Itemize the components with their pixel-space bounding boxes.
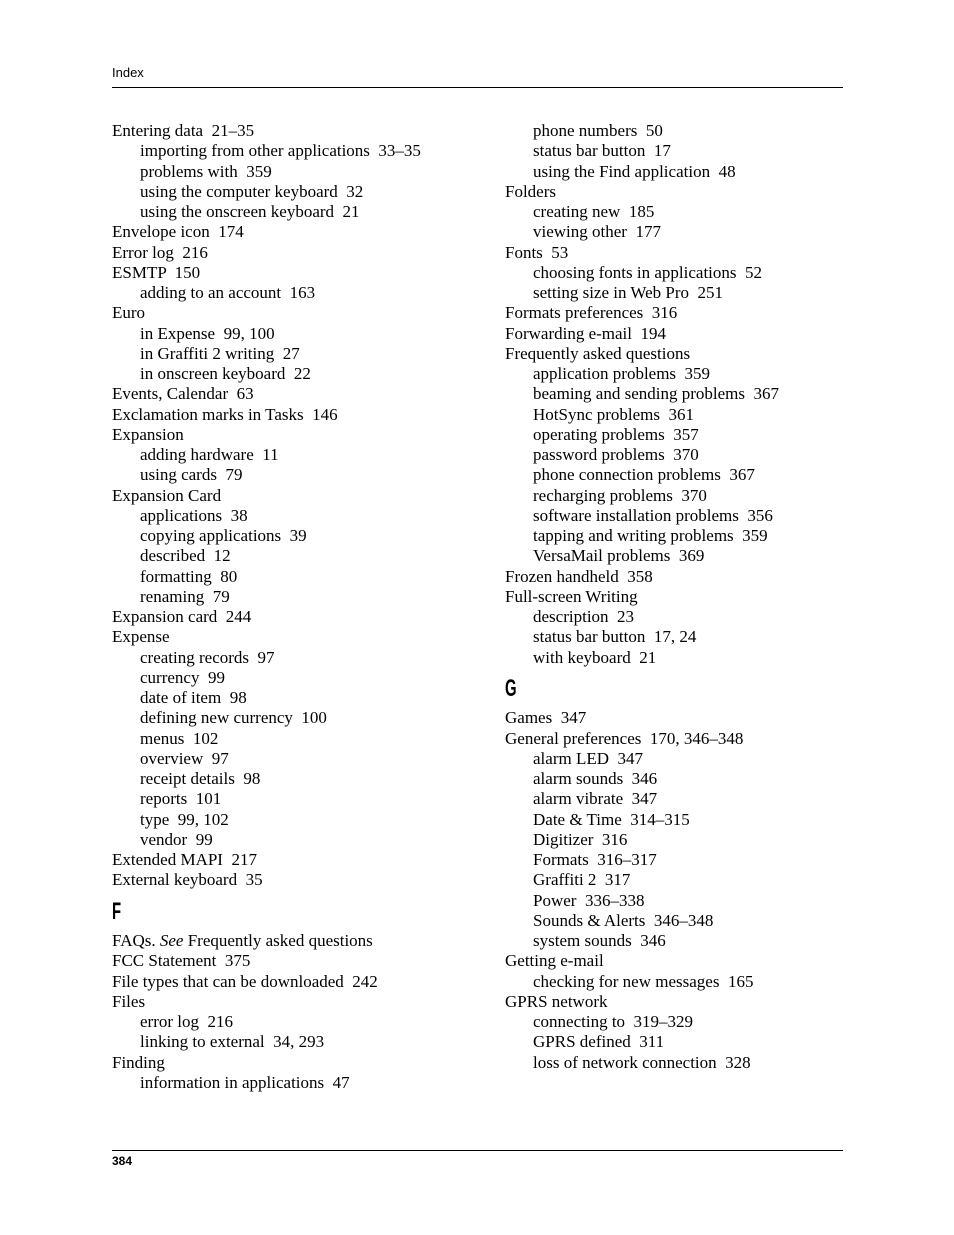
index-subentry: with keyboard 21 xyxy=(533,647,657,667)
index-entry: Expansion card 244 xyxy=(112,607,252,626)
index-subentry: Digitizer 316 xyxy=(533,829,628,849)
index-subentry: Power 336–338 xyxy=(533,890,645,910)
index-subentry: adding to an account 163 xyxy=(140,283,316,302)
index-subentry: loss of network connection 328 xyxy=(533,1052,751,1072)
index-entry: GPRS network xyxy=(505,991,608,1011)
index-subentry: using the Find application 48 xyxy=(533,161,736,181)
index-subentry: vendor 99 xyxy=(140,829,213,849)
footer-rule xyxy=(112,1150,843,1151)
index-subentry: linking to external 34, 293 xyxy=(140,1032,325,1052)
index-subentry: recharging problems 370 xyxy=(533,485,707,505)
index-subentry: reports 101 xyxy=(140,789,222,809)
index-subentry: phone numbers 50 xyxy=(533,121,663,140)
index-subentry: described 12 xyxy=(140,546,231,566)
index-subentry: phone connection problems 367 xyxy=(533,465,755,485)
index-subentry: VersaMail problems 369 xyxy=(533,546,705,566)
index-subentry: choosing fonts in applications 52 xyxy=(533,262,763,282)
index-subentry: status bar button 17 xyxy=(533,141,671,161)
index-subentry: status bar button 17, 24 xyxy=(533,627,697,647)
index-column-left xyxy=(112,121,472,1093)
section-letter: F xyxy=(112,897,122,925)
index-entry: Forwarding e-mail 194 xyxy=(505,323,666,343)
index-subentry: password problems 370 xyxy=(533,445,699,464)
index-entry: Fonts 53 xyxy=(505,242,569,262)
index-column-right xyxy=(505,121,865,1073)
section-letter: G xyxy=(505,674,517,702)
index-entry: Expansion xyxy=(112,424,184,444)
index-subentry: using the computer keyboard 32 xyxy=(140,181,364,201)
index-subentry: menus 102 xyxy=(140,728,219,748)
index-entry: Euro xyxy=(112,303,146,323)
index-entry: External keyboard 35 xyxy=(112,870,263,890)
index-entry: Games 347 xyxy=(505,708,587,728)
index-subentry: creating new 185 xyxy=(533,202,655,221)
index-subentry: operating problems 357 xyxy=(533,424,699,444)
header-rule xyxy=(112,87,843,88)
index-subentry: Sounds & Alerts 346–348 xyxy=(533,910,714,930)
index-entry: ESMTP 150 xyxy=(112,262,201,282)
index-subentry: in Graffiti 2 writing 27 xyxy=(140,343,300,363)
index-entry: Exclamation marks in Tasks 146 xyxy=(112,404,338,424)
index-entry: Error log 216 xyxy=(112,242,208,262)
index-subentry: receipt details 98 xyxy=(140,769,261,788)
index-entry: Finding xyxy=(112,1052,165,1072)
index-subentry: error log 216 xyxy=(140,1012,234,1031)
index-subentry: overview 97 xyxy=(140,748,229,768)
index-subentry: software installation problems 356 xyxy=(533,505,773,525)
page-number: 384 xyxy=(112,1154,133,1168)
index-subentry: defining new currency 100 xyxy=(140,708,327,728)
index-subentry: system sounds 346 xyxy=(533,931,666,950)
see-target: Frequently asked questions xyxy=(183,931,373,950)
index-subentry: Graffiti 2 317 xyxy=(533,870,631,890)
index-subentry: in onscreen keyboard 22 xyxy=(140,364,311,383)
index-entry: Events, Calendar 63 xyxy=(112,384,254,404)
index-entry: Frequently asked questions xyxy=(505,343,691,363)
index-subentry: type 99, 102 xyxy=(140,809,229,829)
index-entry-see-reference xyxy=(112,931,472,951)
index-subentry: Date & Time 314–315 xyxy=(533,809,690,829)
index-subentry: viewing other 177 xyxy=(533,222,661,242)
index-entry: Full-screen Writing xyxy=(505,586,638,606)
index-subentry: creating records 97 xyxy=(140,647,275,667)
index-subentry: GPRS defined 311 xyxy=(533,1032,665,1052)
index-subentry: copying applications 39 xyxy=(140,526,307,545)
index-entry: File types that can be downloaded 242 xyxy=(112,971,378,991)
index-subentry: setting size in Web Pro 251 xyxy=(533,283,724,302)
see-term: FAQs. xyxy=(112,931,160,950)
index-subentry: using the onscreen keyboard 21 xyxy=(140,202,360,221)
index-subentry: applications 38 xyxy=(140,505,248,525)
index-entry: General preferences 170, 346–348 xyxy=(505,728,744,748)
index-subentry: connecting to 319–329 xyxy=(533,1012,694,1031)
index-subentry: problems with 359 xyxy=(140,161,272,181)
index-entry: Folders xyxy=(505,181,556,201)
index-entry: Extended MAPI 217 xyxy=(112,850,257,869)
index-subentry: tapping and writing problems 359 xyxy=(533,526,768,545)
index-entry: Expense xyxy=(112,627,170,647)
index-subentry: checking for new messages 165 xyxy=(533,971,754,991)
index-entry: Frozen handheld 358 xyxy=(505,566,653,586)
index-entry: Formats preferences 316 xyxy=(505,303,678,323)
see-label: See xyxy=(159,931,184,950)
index-entry: Envelope icon 174 xyxy=(112,222,244,242)
index-subentry: alarm sounds 346 xyxy=(533,769,658,788)
index-subentry: using cards 79 xyxy=(140,465,243,485)
index-entry: Expansion Card xyxy=(112,485,222,505)
index-entry: Files xyxy=(112,991,146,1011)
index-subentry: beaming and sending problems 367 xyxy=(533,384,779,404)
index-entry: Getting e-mail xyxy=(505,951,604,971)
index-subentry: alarm LED 347 xyxy=(533,748,643,768)
index-entry: Entering data 21–35 xyxy=(112,121,255,140)
index-subentry: adding hardware 11 xyxy=(140,445,279,464)
index-subentry: HotSync problems 361 xyxy=(533,404,695,424)
index-subentry: importing from other applications 33–35 xyxy=(140,141,421,161)
index-subentry: date of item 98 xyxy=(140,688,247,707)
index-subentry: renaming 79 xyxy=(140,586,230,606)
index-subentry: formatting 80 xyxy=(140,566,238,586)
running-header: Index xyxy=(112,65,144,80)
index-subentry: information in applications 47 xyxy=(140,1072,350,1092)
index-subentry: application problems 359 xyxy=(533,364,711,383)
index-subentry: in Expense 99, 100 xyxy=(140,323,275,343)
index-subentry: alarm vibrate 347 xyxy=(533,789,658,809)
index-subentry: description 23 xyxy=(533,607,635,626)
index-subentry: Formats 316–317 xyxy=(533,850,657,869)
index-subentry: currency 99 xyxy=(140,667,225,687)
index-entry: FCC Statement 375 xyxy=(112,951,251,971)
